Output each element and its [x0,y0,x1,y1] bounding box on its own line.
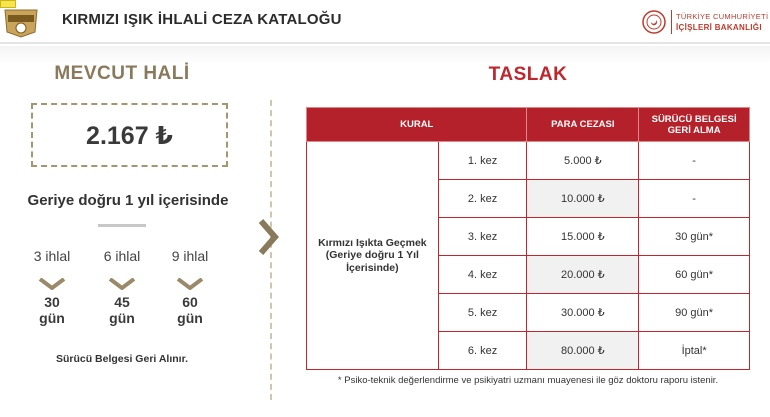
fine-cell: 80.000 ₺ [527,332,639,370]
fine-cell: 30.000 ₺ [527,294,639,332]
license-cell: 60 gün* [639,256,750,294]
suspension-unit: gün [39,310,65,326]
header-bar [0,0,770,44]
ministry-line2: İÇİŞLERİ BAKANLIĞI [676,23,762,32]
suspension-days: 30 [44,294,60,310]
occurrence-cell: 6. kez [438,332,527,370]
rule-cell: Kırmızı Işıkta Geçmek (Geriye doğru 1 Yıl İçerisinde) [307,142,439,370]
ministry-line1: TÜRKİYE CUMHURİYETİ [676,12,769,21]
chevron-down-icon [176,278,204,290]
ministry-seal-icon [642,10,666,34]
fine-cell: 10.000 ₺ [527,180,639,218]
occurrence-cell: 5. kez [438,294,527,332]
suspension-days: 60 [182,294,198,310]
page-title: KIRMIZI IŞIK İHLALİ CEZA KATALOĞU [62,11,342,28]
suspension-days: 45 [114,294,130,310]
violation-columns [16,248,232,338]
occurrence-cell: 3. kez [438,218,527,256]
footnote: * Psiko-teknik değerlendirme ve psikiyatri uzmanı muayenesi ile göz doktoru raporu istenir. [337,375,719,386]
current-fine-amount: 2.167 ₺ [86,122,173,150]
license-cell: 90 gün* [639,294,750,332]
license-cell: 30 gün* [639,218,750,256]
header-fine: PARA CEZASI [527,108,639,142]
license-cell: - [639,180,750,218]
fine-cell: 15.000 ₺ [527,218,639,256]
violation-count: 6 ihlal [103,248,141,264]
draft-title: TASLAK [488,64,568,85]
table-header-row [307,108,750,142]
violation-count: 3 ihlal [33,248,71,264]
occurrence-cell: 1. kez [438,142,527,180]
violation-column [154,248,226,326]
violation-column [16,248,88,326]
fine-cell: 5.000 ₺ [527,142,639,180]
license-cell: İptal* [639,332,750,370]
divider [98,224,146,227]
violation-column [86,248,158,326]
suspension-unit: gün [177,310,203,326]
chevron-down-icon [38,278,66,290]
table-row [307,142,750,180]
header-rule: KURAL [307,108,527,142]
penalty-table [306,107,750,370]
header-license: SÜRÜCÜ BELGESİ GERİ ALMA [639,108,750,142]
chevron-right-icon [259,219,279,255]
ministry-logo [642,8,769,38]
period-subheading: Geriye doğru 1 yıl içerisinde [27,192,229,209]
violation-count: 9 ihlal [171,248,209,264]
chevron-down-icon [108,278,136,290]
occurrence-cell: 2. kez [438,180,527,218]
traffic-badge-icon [2,4,40,38]
current-state-title: MEVCUT HALİ [54,63,190,84]
fine-cell: 20.000 ₺ [527,256,639,294]
current-fine-box [31,103,228,167]
license-cell: - [639,142,750,180]
suspension-unit: gün [109,310,135,326]
occurrence-cell: 4. kez [438,256,527,294]
license-note: Sürücü Belgesi Geri Alınır. [55,353,189,365]
